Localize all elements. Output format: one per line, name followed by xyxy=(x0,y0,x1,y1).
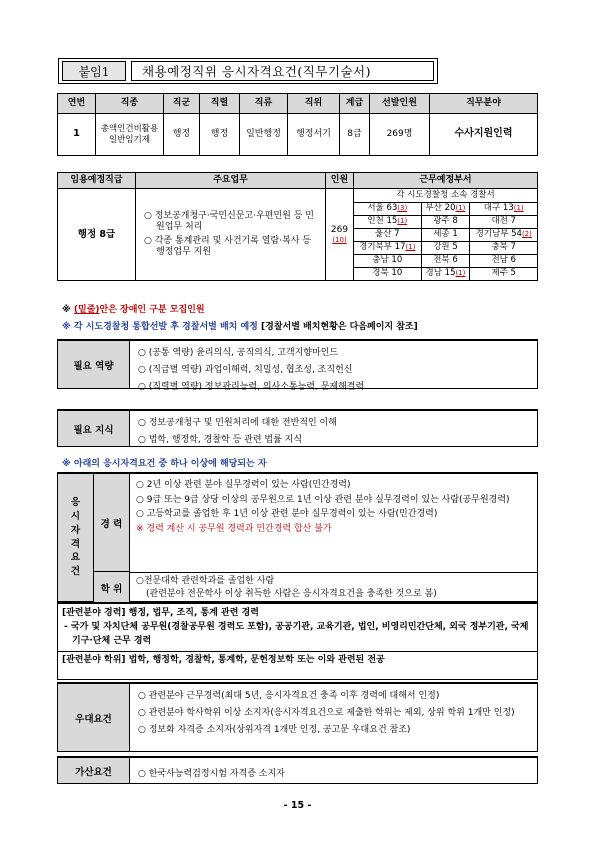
office-cell xyxy=(470,254,537,267)
office-name: 전북 6 xyxy=(433,255,458,266)
cell-position: 행정서기 xyxy=(288,114,340,156)
competency-label: 필요 역량 xyxy=(58,341,130,388)
knowledge-body xyxy=(138,415,531,449)
office-cell xyxy=(470,241,537,254)
col-header: 직종 xyxy=(96,94,164,114)
office-cell xyxy=(421,228,470,241)
office-cell xyxy=(470,228,537,241)
competency-body xyxy=(138,345,531,396)
col-header: 직위 xyxy=(288,94,340,114)
cell-count xyxy=(326,189,354,281)
cell-no: 1 xyxy=(58,114,96,156)
cell-series: 행정 xyxy=(200,114,240,156)
duty-table-header xyxy=(58,173,538,189)
office-name: 대전 7 xyxy=(491,216,516,227)
cell-duties xyxy=(136,189,326,281)
knowledge-item: ○ 법학, 행정학, 경찰학 등 관련 법률 지식 xyxy=(138,435,303,445)
note-prefix: ※ xyxy=(62,305,74,315)
office-name: 대구 13 xyxy=(483,203,514,214)
note-qualification: ※ 아래의 응시자격요건 중 하나 이상에 해당되는 자 xyxy=(62,459,267,469)
office-name: 충북 7 xyxy=(491,242,516,253)
office-cell xyxy=(354,267,421,280)
note-blue: ※ 각 시도경찰청 통합선발 후 경찰서별 배치 예정 xyxy=(62,322,258,332)
col-header: 계급 xyxy=(340,94,370,114)
side-char: 건 xyxy=(70,566,81,578)
cell-category: 일반행정 xyxy=(240,114,288,156)
office-name: 강원 5 xyxy=(433,242,458,253)
office-row xyxy=(354,215,537,228)
cell-offices xyxy=(354,189,538,281)
experience-item: ○ 2년 이상 관련 분야 실무경력이 있는 사람(민간경력) xyxy=(136,480,351,490)
experience-item: ○ 고등학교를 졸업한 후 1년 이상 관련 분야 실무경력이 있는 사람(민간경력) xyxy=(136,509,438,520)
col-header: 연번 xyxy=(58,94,96,114)
cell-grade: 8급 xyxy=(340,114,370,156)
preference-item: ○ 정보화 자격증 소지자(상위자격 1개만 인정, 공고문 우대요건 참조) xyxy=(138,725,411,735)
office-name: 경북 10 xyxy=(372,268,403,279)
office-row xyxy=(354,202,537,215)
bonus-label: 가산요건 xyxy=(58,758,130,783)
office-name: 인천 15 xyxy=(367,216,398,227)
note-red: (밑줄) xyxy=(73,305,100,315)
office-grid xyxy=(354,189,537,280)
office-cell xyxy=(470,202,537,215)
office-cell xyxy=(354,215,421,228)
office-cell xyxy=(470,267,537,280)
col-header: 직류 xyxy=(240,94,288,114)
office-cell xyxy=(421,241,470,254)
office-disabled-count: (1) xyxy=(405,243,416,252)
office-name: 울산 7 xyxy=(375,229,400,240)
office-name: 경기북부 17 xyxy=(359,242,406,253)
office-disabled-count: (3) xyxy=(397,204,408,213)
duty-item: ○ 정보공개청구·국민신문고·우편민원 등 민원업무 처리 xyxy=(144,211,314,233)
cell-count: 269명 xyxy=(370,114,430,156)
knowledge-item: ○ 정보공개청구 및 민원처리에 대한 전반적인 이해 xyxy=(138,418,337,428)
cell-field: 수사지원인력 xyxy=(430,114,538,156)
office-cell xyxy=(421,215,470,228)
office-disabled-count: (2) xyxy=(521,230,532,239)
attachment-tag: 붙임1 xyxy=(62,61,126,81)
preference-section xyxy=(57,682,538,752)
experience-label: 경 력 xyxy=(94,474,130,572)
office-cell xyxy=(354,241,421,254)
cell-type: 총액인건비활용 일반임기제 xyxy=(96,114,164,156)
cell-grade: 행정 8급 xyxy=(58,189,136,281)
note-disabled xyxy=(62,302,205,315)
office-disabled-count: (1) xyxy=(455,269,466,278)
degree-body xyxy=(136,575,531,600)
divider xyxy=(58,651,537,652)
degree-label: 학 위 xyxy=(94,572,130,604)
side-char: 응 xyxy=(70,497,81,509)
bonus-section xyxy=(57,756,538,784)
note-text: 안은 장애인 구분 모집인원 xyxy=(99,305,205,315)
competency-item: ○ (직급별 역량) 과업이해력, 치밀성, 협조성, 조직헌신 xyxy=(138,365,353,375)
title-bar xyxy=(58,58,438,84)
page-number: - 15 - xyxy=(283,800,312,811)
preference-label: 우대요건 xyxy=(58,684,130,751)
table-row xyxy=(58,114,538,156)
cell-group: 행정 xyxy=(164,114,200,156)
office-cell xyxy=(470,215,537,228)
note-assignment xyxy=(62,319,418,332)
competency-item: ○ (직렬별 역량) 정보관리능력, 의사소통능력, 문제해결력 xyxy=(138,382,365,392)
office-disabled-count: (1) xyxy=(513,204,524,213)
office-name: 충남 10 xyxy=(372,255,403,266)
competency-item: ○ (공통 역량) 윤리의식, 공직의식, 고객지향마인드 xyxy=(138,348,339,358)
col-header: 직군 xyxy=(164,94,200,114)
office-row xyxy=(354,254,537,267)
table-row xyxy=(58,189,538,281)
preference-item: ○ 관련분야 근무경력(최대 5년, 응시자격요건 충족 이후 경력에 대해서 인정) xyxy=(138,691,440,701)
knowledge-label: 필요 지식 xyxy=(58,411,130,446)
office-disabled-count: (1) xyxy=(455,204,466,213)
related-exp-line: [관련분야 경력] 행정, 법무, 조직, 통계 관련 경력 xyxy=(62,608,259,618)
office-name: 서울 63 xyxy=(367,203,398,214)
col-header: 인원 xyxy=(326,173,354,189)
bonus-item: ○ 한국사능력검정시험 자격증 소지자 xyxy=(138,769,285,779)
office-row xyxy=(354,267,537,280)
office-name: 광주 8 xyxy=(433,216,458,227)
degree-note: (관련분야 전문학사 이상 취득한 사람은 응시자격요건을 충족한 것으로 봄) xyxy=(146,588,437,599)
col-header: 선발인원 xyxy=(370,94,430,114)
office-cell xyxy=(421,202,470,215)
office-name: 경남 15 xyxy=(425,268,456,279)
related-exp-detail: - 국가 및 자치단체 공무원(경찰공무원 경력도 포함), 공공기관, 교육기관, 법인, 비영리민간단체, 외국 정부기관, 국제기구·단체 근무 경력 xyxy=(64,621,529,646)
office-name: 전남 6 xyxy=(491,255,516,266)
qualification-side-label xyxy=(58,474,94,601)
bonus-body xyxy=(138,766,531,783)
col-header: 주요업무 xyxy=(136,173,326,189)
note-text: [경찰서별 배치현황은 다음페이지 참조] xyxy=(257,322,418,332)
page-title: 채용예정직위 응시자격요건(직무기술서) xyxy=(131,61,434,81)
experience-warning: ※ 경력 계산 시 공무원 경력과 민간경력 합산 불가 xyxy=(136,523,332,534)
office-name: 제주 5 xyxy=(491,268,516,279)
office-disabled-count: (1) xyxy=(397,217,408,226)
office-row xyxy=(354,228,537,241)
side-char: 격 xyxy=(70,538,81,550)
count-value: 269 xyxy=(330,224,349,235)
office-name: 세종 1 xyxy=(433,229,458,240)
side-char: 요 xyxy=(70,552,81,564)
col-header: 직무분야 xyxy=(430,94,538,114)
office-cell xyxy=(354,254,421,267)
office-cell xyxy=(421,254,470,267)
office-name: 부산 20 xyxy=(425,203,456,214)
related-field-section xyxy=(57,602,538,680)
col-header: 임용예정직급 xyxy=(58,173,136,189)
duty-table xyxy=(57,172,538,281)
office-name: 경기남부 54 xyxy=(475,229,522,240)
position-table xyxy=(57,93,538,156)
divider xyxy=(130,572,537,573)
competency-section xyxy=(57,339,538,392)
col-header: 직렬 xyxy=(200,94,240,114)
knowledge-section xyxy=(57,409,538,447)
office-cell xyxy=(354,228,421,241)
position-table-header xyxy=(58,94,538,114)
office-row xyxy=(354,241,537,254)
qualification-section xyxy=(57,472,538,602)
col-header: 근무예정부서 xyxy=(354,173,538,189)
experience-body xyxy=(136,479,531,537)
side-char: 자 xyxy=(70,524,81,536)
related-degree-line: [관련분야 학위] 법학, 행정학, 경찰학, 통계학, 문헌정보학 또는 이와 관련된 전공 xyxy=(62,654,385,665)
preference-item: ○ 관련분야 학사학위 이상 소지자(응시자격요건으로 제출한 학위는 제외, 상위 학위 1개만 인정) xyxy=(138,708,515,718)
count-disabled: (10) xyxy=(332,235,347,244)
office-cell xyxy=(354,202,421,215)
duty-item: ○ 각종 통계관리 및 사건기록 열람·복사 등 행정업무 지원 xyxy=(144,235,311,257)
preference-body xyxy=(138,688,531,739)
office-cell xyxy=(421,267,470,280)
office-grid-title: 각 시도경찰청 소속 경찰서 xyxy=(354,189,537,202)
degree-item: ○전문대학 관련학과를 졸업한 사람 xyxy=(136,576,275,586)
side-char: 시 xyxy=(70,510,81,522)
experience-item: ○ 9급 또는 9급 상당 이상의 공무원으로 1년 이상 관련 분야 실무경력이 있는 사람(공무원경력) xyxy=(136,494,510,505)
